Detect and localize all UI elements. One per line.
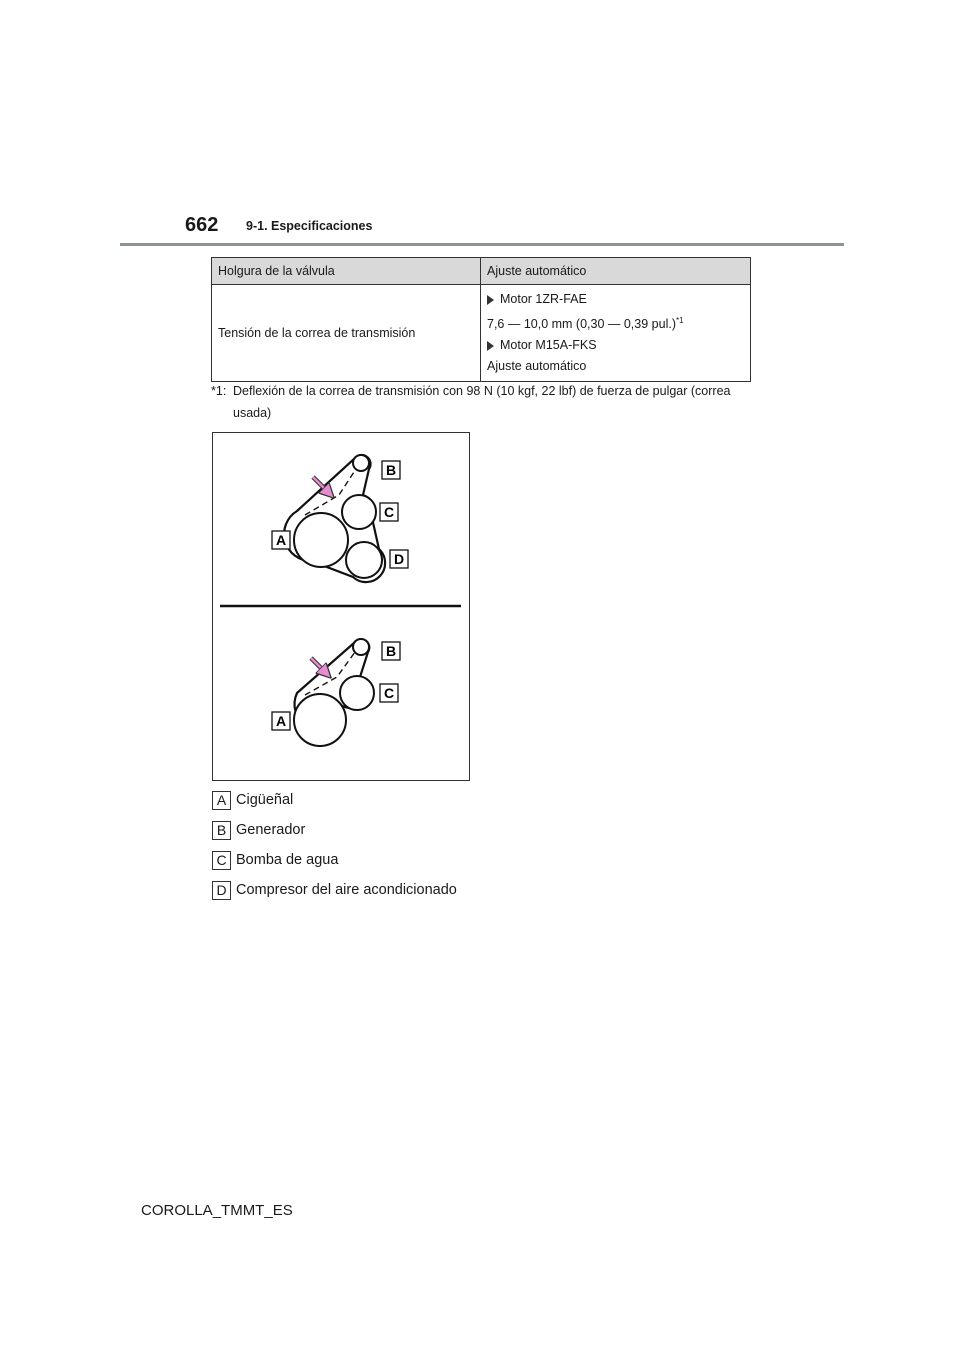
spec-table xyxy=(211,257,751,382)
pulley-b-bottom xyxy=(353,639,369,655)
legend-letter: C xyxy=(212,851,231,870)
diagram-label-c-bottom: C xyxy=(383,685,395,701)
pulley-a-top xyxy=(294,513,348,567)
engine-m15a-line xyxy=(487,335,744,356)
legend-letter: B xyxy=(212,821,231,840)
diagram-label-c-top: C xyxy=(383,504,395,520)
footer-doc-id: COROLLA_TMMT_ES xyxy=(141,1202,293,1219)
legend-item xyxy=(212,815,457,845)
table-row xyxy=(212,285,751,382)
diagram-label-a-top: A xyxy=(275,532,287,548)
diagram-label-a-bottom: A xyxy=(275,713,287,729)
legend-text: Bomba de agua xyxy=(236,852,339,868)
engine-1zr-line xyxy=(487,289,744,310)
table-row xyxy=(212,258,751,285)
diagram-label-b-bottom: B xyxy=(385,643,397,659)
table-cell-value xyxy=(481,285,751,382)
top-belt-layout xyxy=(272,455,408,582)
pulley-c-top xyxy=(342,495,376,529)
pulley-a-bottom xyxy=(294,694,346,746)
engine-m15a-label: Motor M15A-FKS xyxy=(500,338,597,353)
triangle-bullet-icon xyxy=(487,341,494,351)
page-number: 662 xyxy=(185,214,219,236)
legend-text: Generador xyxy=(236,822,306,838)
legend-text: Cigüeñal xyxy=(236,792,294,808)
legend-item xyxy=(212,785,457,815)
engine-1zr-value: 7,6 — 10,0 mm (0,30 — 0,39 pul.) xyxy=(487,317,676,332)
legend-text: Compresor del aire acondicionado xyxy=(236,882,457,898)
engine-1zr-label: Motor 1ZR-FAE xyxy=(500,292,587,306)
engine-1zr-value-line xyxy=(487,310,744,335)
table-cell-label: Holgura de la válvula xyxy=(212,258,481,285)
belt-diagram xyxy=(212,432,470,781)
legend-letter: D xyxy=(212,881,231,900)
diagram-label-d-top: D xyxy=(393,551,405,567)
belt-diagram-svg xyxy=(213,433,469,780)
legend-item xyxy=(212,875,457,905)
bottom-belt-layout xyxy=(272,639,400,746)
footnote-ref: *1 xyxy=(675,316,684,325)
table-cell-value: Ajuste automático xyxy=(481,258,751,285)
table-cell-label: Tensión de la correa de transmisión xyxy=(212,285,481,382)
pulley-d-top xyxy=(346,542,382,578)
footnote-text-cont: usada) xyxy=(233,406,272,420)
header-rule xyxy=(120,243,844,246)
legend-letter: A xyxy=(212,791,231,810)
pulley-c-bottom xyxy=(340,676,374,710)
footnote-mark: *1: xyxy=(211,384,227,398)
legend xyxy=(212,785,457,905)
pulley-b-top xyxy=(353,455,369,471)
footnote-text: Deflexión de la correa de transmisión con 98 N (10 kgf, 22 lbf) de fuerza de pulgar (correa xyxy=(233,384,731,398)
engine-m15a-value: Ajuste automático xyxy=(487,359,587,374)
legend-item xyxy=(212,845,457,875)
triangle-bullet-icon xyxy=(487,295,494,305)
section-title: 9-1. Especificaciones xyxy=(246,219,373,233)
footnote xyxy=(211,380,756,424)
diagram-label-b-top: B xyxy=(385,462,397,478)
